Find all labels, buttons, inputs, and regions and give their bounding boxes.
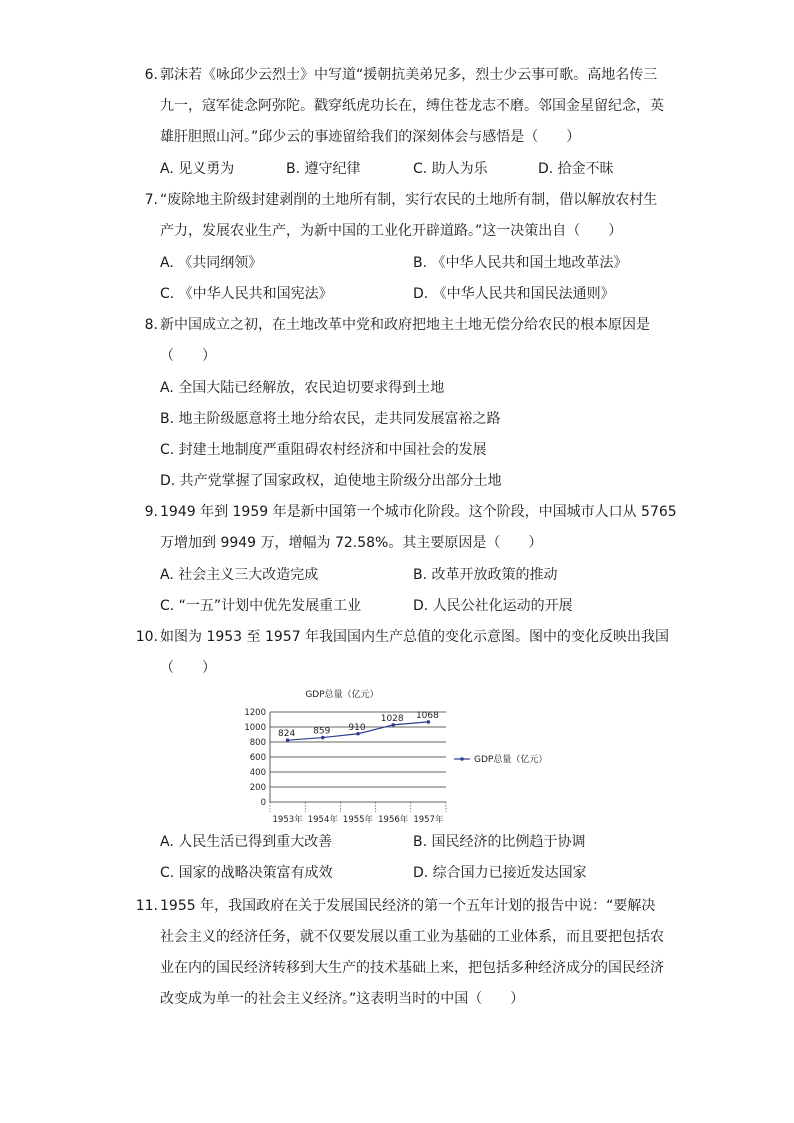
question-7 [134,185,664,247]
data-label: 910 [348,722,366,733]
stem-line: 九一，寇军徒念阿弥陀。戳穿纸虎功长在，缚住苍龙志不磨。邻国金星留纪念，英 [160,98,664,114]
option-d[interactable]: D. 拾金不昧 [538,161,614,177]
option-b[interactable]: B. 地主阶级愿意将土地分给农民，走共同发展富裕之路 [160,411,501,427]
question-number: 8. [144,317,158,333]
option-b[interactable]: B. 改革开放政策的推动 [413,567,558,583]
x-tick-label: 1954年 [307,815,338,825]
question-stem [160,622,670,684]
y-tick-label: 1200 [244,708,266,718]
data-label: 1028 [380,713,404,724]
y-tick-label: 200 [249,783,266,793]
option-a[interactable]: A. 全国大陆已经解放，农民迫切要求得到土地 [160,380,445,396]
data-label: 1068 [415,710,439,721]
question-stem [160,185,664,247]
question-8 [134,310,664,372]
x-tick-label: 1955年 [342,815,374,825]
y-tick-label: 400 [249,768,266,778]
legend-marker [460,757,464,761]
data-label: 824 [278,729,296,740]
option-a[interactable]: A. 人民生活已得到重大改善 [160,834,333,850]
chart-legend [454,753,547,765]
x-tick-label: 1956年 [378,815,409,825]
chart-x-ticks [273,814,444,825]
question-stem [160,310,664,372]
stem-line: “废除地主阶级封建剥削的土地所有制，实行农民的土地所有制，借以解放农村生 [160,192,658,208]
question-number: 9. [144,504,158,520]
stem-line: 业在内的国民经济转移到大生产的技术基础上来，把包括多种经济成分的国民经济 [160,960,664,976]
option-c[interactable]: C. 国家的战略决策富有成效 [160,865,333,881]
option-c[interactable]: C. 封建土地制度严重阻碍农村经济和中国社会的发展 [160,442,487,458]
option-b[interactable]: B. 遵守纪律 [286,161,361,177]
stem-line: 万增加到 9949 万，增幅为 72.58%。其主要原因是（ ） [160,535,543,551]
stem-line: 如图为 1953 至 1957 年我国国内生产总值的变化示意图。图中的变化反映出我国 [160,629,670,645]
y-tick-label: 1000 [244,723,266,733]
x-tick-label: 1953年 [272,815,303,825]
x-tick-label: 1957年 [413,815,444,825]
question-stem [160,497,677,559]
stem-line: 郭沫若《咏邱少云烈士》中写道“援朝抗美弟兄多，烈士少云事可歌。高地名传三 [160,67,658,83]
option-a[interactable]: A. 见义勇为 [160,161,235,177]
question-11 [134,891,664,1015]
y-tick-label: 800 [249,738,266,748]
option-c[interactable]: C. 《中华人民共和国宪法》 [160,286,333,302]
stem-line: 社会主义的经济任务，就不仅要发展以重工业为基础的工业体系，而且要把包括农 [160,929,664,945]
y-tick-label: 0 [260,798,266,808]
stem-line: 1949 年到 1959 年是新中国第一个城市化阶段。这个阶段，中国城市人口从 5765 [160,504,677,520]
stem-line: 改变成为单一的社会主义经济。”这表明当时的中国（ ） [160,991,525,1007]
option-c[interactable]: C. “一五”计划中优先发展重工业 [160,598,362,614]
stem-line: 雄肝胆照山河。”邱少云的事迹留给我们的深刻体会与感悟是（ ） [160,129,581,145]
option-d[interactable]: D. 共产党掌握了国家政权，迫使地主阶级分出部分土地 [160,473,502,489]
stem-line: （ ） [160,348,216,364]
data-label: 859 [313,726,331,737]
option-b[interactable]: B. 《中华人民共和国土地改革法》 [413,255,628,271]
question-number: 11. [135,898,158,914]
option-a[interactable]: A. 社会主义三大改造完成 [160,567,319,583]
question-number: 6. [144,67,158,83]
question-10 [134,622,670,684]
option-c[interactable]: C. 助人为乐 [413,161,488,177]
question-6 [134,60,664,153]
option-a[interactable]: A. 《共同纲领》 [160,255,263,271]
chart-series [278,711,439,742]
chart-svg [232,686,592,828]
stem-line: 产力，发展农业生产，为新中国的工业化开辟道路。”这一决策出自（ ） [160,223,623,239]
chart-title: GDP总量（亿元） [305,690,379,700]
option-d[interactable]: D. 《中华人民共和国民法通则》 [413,286,615,302]
question-9 [134,497,677,559]
gdp-line-chart [232,686,592,828]
question-number: 7. [144,192,158,208]
stem-line: 新中国成立之初，在土地改革中党和政府把地主土地无偿分给农民的根本原因是 [160,317,650,333]
stem-line: （ ） [160,660,216,676]
option-b[interactable]: B. 国民经济的比例趋于协调 [413,834,586,850]
question-stem [160,891,664,1015]
stem-line: 1955 年，我国政府在关于发展国民经济的第一个五年计划的报告中说：“要解决 [160,898,656,914]
option-d[interactable]: D. 人民公社化运动的开展 [413,598,573,614]
option-d[interactable]: D. 综合国力已接近发达国家 [413,865,587,881]
chart-y-ticks [244,708,266,808]
question-number: 10. [135,629,158,645]
y-tick-label: 600 [249,753,266,763]
legend-label: GDP总量（亿元） [474,755,548,765]
question-stem [160,60,664,153]
